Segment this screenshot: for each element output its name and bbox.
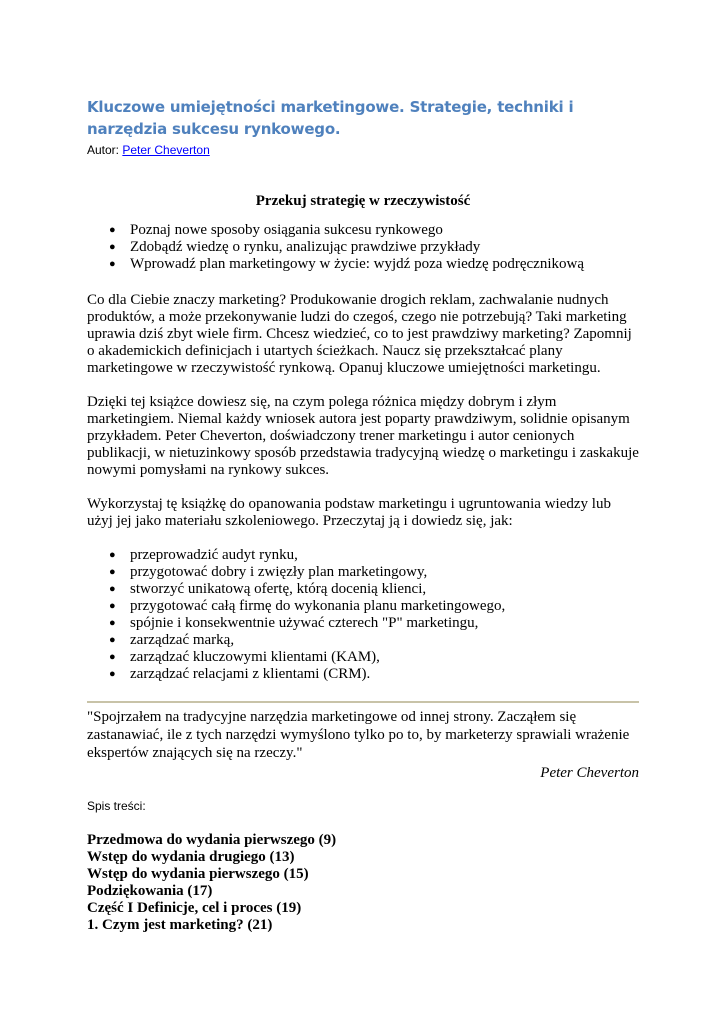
table-of-contents xyxy=(87,832,639,934)
skills-bullet-list xyxy=(87,547,639,683)
toc-item: Przedmowa do wydania pierwszego (9) xyxy=(87,832,337,848)
bullet-icon: ● xyxy=(109,600,116,612)
bullet-icon: ● xyxy=(109,224,116,236)
list-item: ● przygotować dobry i zwięzły plan marketingowy, xyxy=(109,564,428,580)
bullet-icon: ● xyxy=(109,549,116,561)
list-item: ● przygotować całą firmę do wykonania planu marketingowego, xyxy=(109,598,506,614)
bullet-icon: ● xyxy=(109,566,116,578)
paragraph-usage: Wykorzystaj tę książkę do opanowania podstaw marketingu i ugruntowania wiedzy lub użyj jej jako materiału szkoleniowego. Przeczytaj ją i dowiedz się, jak: xyxy=(87,496,611,529)
paragraph-intro: Co dla Ciebie znaczy marketing? Produkowanie drogich reklam, zachwalanie nudnych produktów, a może przekonywanie ludzi do czegoś, czego nie potrzebują? Taki marketing uprawia dziś zbyt wiele firm. Chcesz wiedzieć, co to jest prawdziwy marketing? Zapomnij o akademickich definicjach i utartych ścieżkach. Naucz się przekształcać plany marketingowe w rzeczywistość rynkową. Opanuj kluczowe umiejętności marketingu. xyxy=(87,292,632,376)
toc-item: Część I Definicje, cel i proces (19) xyxy=(87,900,302,916)
bullet-icon: ● xyxy=(109,258,116,270)
intro-bullet-list xyxy=(87,222,639,273)
toc-item: Podziękowania (17) xyxy=(87,883,213,899)
document-title: Kluczowe umiejętności marketingowe. Strategie, techniki i narzędzia sukcesu rynkowego. xyxy=(87,98,574,138)
list-item: ● Poznaj nowe sposoby osiągania sukcesu rynkowego xyxy=(109,222,443,238)
list-item: ● zarządzać marką, xyxy=(109,632,235,648)
toc-item: 1. Czym jest marketing? (21) xyxy=(87,917,273,933)
bullet-icon: ● xyxy=(109,634,116,646)
bullet-icon: ● xyxy=(109,241,116,253)
list-item: ● zarządzać relacjami z klientami (CRM). xyxy=(109,666,371,682)
paragraph-differences: Dzięki tej książce dowiesz się, na czym polega różnica między dobrym i złym marketingiem. Niemal każdy wniosek autora jest poparty prawdziwym, solidnie opisanym przykładem. Peter Cheverton, doświadczony trener marketingu i autor cenionych publikacji, w nietuzinkowy sposób przedstawia tradycyjną wiedzę o marketingu i zaskakuje nowymi pomysłami na rynkowy sukces. xyxy=(87,394,639,478)
list-item: ● spójnie i konsekwentnie używać czterech "P" marketingu, xyxy=(109,615,479,631)
list-item: ● przeprowadzić audyt rynku, xyxy=(109,547,298,563)
bullet-icon: ● xyxy=(109,651,116,663)
bullet-icon: ● xyxy=(109,617,116,629)
author-label: Autor: xyxy=(87,143,123,157)
author-line xyxy=(87,141,639,159)
list-item: ● zarządzać kluczowymi klientami (KAM), xyxy=(109,649,380,665)
bullet-icon: ● xyxy=(109,668,116,680)
quote-author: Peter Cheverton xyxy=(540,765,639,781)
author-quote: "Spojrzałem na tradycyjne narzędzia marketingowe od innej strony. Zacząłem się zastanawiać, ile z tych narzędzi wymyślono tylko po to, by marketerzy sprawiali wrażenie ekspertów znających się na rzeczy." xyxy=(87,709,630,761)
document-page xyxy=(87,96,639,934)
list-item: ● stworzyć unikatową ofertę, którą docenią klienci, xyxy=(109,581,427,597)
toc-item: Wstęp do wydania drugiego (13) xyxy=(87,849,295,865)
section-subheading: Przekuj strategię w rzeczywistość xyxy=(255,193,471,209)
bullet-icon: ● xyxy=(109,583,116,595)
section-divider xyxy=(87,701,639,703)
toc-item: Wstęp do wydania pierwszego (15) xyxy=(87,866,309,882)
list-item: ● Wprowadź plan marketingowy w życie: wyjdź poza wiedzę podręcznikową xyxy=(109,256,584,272)
list-item: ● Zdobądź wiedzę o rynku, analizując prawdziwe przykłady xyxy=(109,239,481,255)
author-link[interactable]: Peter Cheverton xyxy=(122,143,210,157)
toc-label: Spis treści: xyxy=(87,799,146,813)
